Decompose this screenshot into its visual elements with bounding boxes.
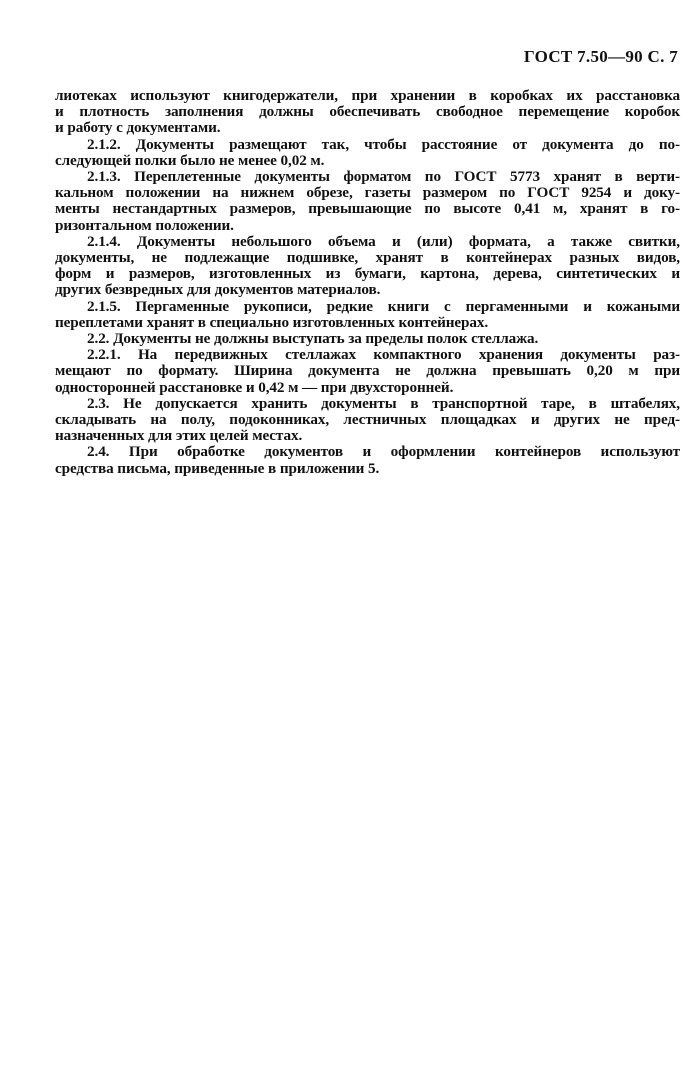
text-line: переплетами хранят в специально изготовленных контейнерах. (55, 313, 489, 331)
document-body (55, 88, 680, 477)
text-line: 2.3. Не допускается хранить документы в транспортной таре, в штабелях, (87, 394, 680, 412)
paragraph-2-2-1 (55, 347, 680, 396)
paragraph-2-2 (55, 331, 680, 347)
paragraph-2-1-5 (55, 299, 680, 331)
text-line: назначенных для этих целей местах. (55, 427, 303, 445)
text-line: менты нестандартных размеров, превышающие по высоте 0,41 м, хранят в го- (55, 200, 680, 218)
running-head: ГОСТ 7.50—90 С. 7 (523, 47, 678, 66)
text-line: односторонней расстановке и 0,42 м — при двухсторонней. (55, 378, 454, 396)
text-line: кальном положении на нижнем обрезе, газеты размером по ГОСТ 9254 и доку- (55, 184, 680, 202)
text-line: 2.1.2. Документы размещают так, чтобы расстояние от документа до по- (87, 135, 680, 153)
paragraph-2-1-3 (55, 169, 680, 234)
text-line: 2.1.4. Документы небольшого объема и (или) формата, а также свитки, (87, 232, 680, 250)
text-line: и плотность заполнения должны обеспечивать свободное перемещение коробок (55, 103, 680, 121)
text-line: и работу с документами. (55, 119, 221, 137)
text-line: 2.1.3. Переплетенные документы форматом по ГОСТ 5773 хранят в верти- (87, 168, 680, 186)
paragraph-continuation (55, 88, 680, 137)
text-line: следующей полки было не менее 0,02 м. (55, 151, 325, 169)
text-line: ризонтальном положении. (55, 216, 234, 234)
paragraph-2-3 (55, 396, 680, 445)
text-line: мещают по формату. Ширина документа не должна превышать 0,20 м при (55, 362, 680, 380)
paragraph-2-4 (55, 444, 680, 476)
text-line: документы, не подлежащие подшивке, хранят в контейнерах разных видов, (55, 249, 680, 267)
text-line: складывать на полу, подоконниках, лестничных площадках и других не пред- (55, 411, 680, 429)
text-line: 2.1.5. Пергаменные рукописи, редкие книги с пергаменными и кожаными (87, 297, 680, 315)
text-line: 2.4. При обработке документов и оформлении контейнеров используют (87, 443, 680, 461)
text-line: 2.2. Документы не должны выступать за пределы полок стеллажа. (87, 330, 539, 348)
text-line: 2.2.1. На передвижных стеллажах компактного хранения документы раз- (87, 346, 680, 364)
paragraph-2-1-2 (55, 137, 680, 169)
text-line: лиотеках используют книгодержатели, при хранении в коробках их расстановка (55, 87, 680, 104)
paragraph-2-1-4 (55, 234, 680, 299)
text-line: других безвредных для документов материалов. (55, 281, 381, 299)
text-line: средства письма, приведенные в приложении 5. (55, 459, 380, 477)
text-line: форм и размеров, изготовленных из бумаги, картона, дерева, синтетических и (55, 265, 680, 283)
